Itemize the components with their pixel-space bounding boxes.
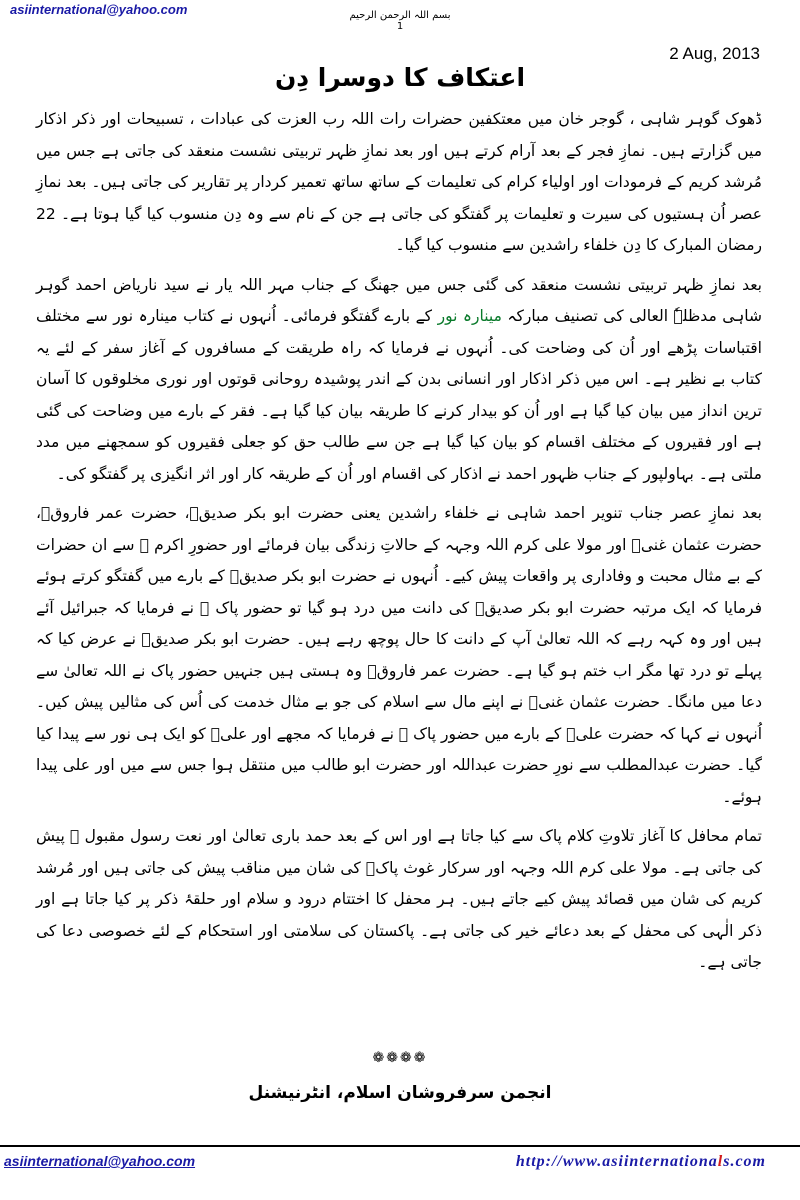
website-text-highlight: l [717, 1153, 724, 1170]
paragraph-4: تمام محافل کا آغاز تلاوتِ کلام پاک سے کیا جاتا ہے اور اس کے بعد حمد باری تعالیٰ اور نعت رسول مقبول ﷺ پیش کی جاتی ہے۔ مولا علی کرم اللہ وجہہ اور سرکار غوث پاکؓ کی شان میں مناقب پیش کی جاتی ہیں اور مُرشد کریم کی شان میں قصائد پیش کیے جاتے ہیں۔ ہر محفل کا اختتام درود و سلام اور حلقۂ ذکر پر کیا جاتا ہے اور ذکر الٰہی کی محفل کے بعد دعائے خیر کی جاتی ہے۔ پاکستان کی سلامتی اور استحکام کے لئے خصوصی دعا کی جاتی ہے۔ [36, 827, 762, 971]
organization-name: انجمن سرفروشان اسلام، انٹرنیشنل [248, 1083, 552, 1103]
bismillah-heading [300, 10, 500, 32]
header-email-link[interactable]: asiinternational@yahoo.com [10, 2, 188, 17]
website-text-part2: s.com [723, 1153, 766, 1170]
article-title: اعتکاف کا دوسرا دِن [274, 62, 526, 92]
paragraph-2-text-after: کے بارے گفتگو فرمائی۔ اُنہوں نے کتاب مینارہ نور سے مختلف اقتباسات پڑھے اور اُن کی وضاحت کی۔ اُنہوں نے فرمایا کہ راہ طریقت کے مسافروں کے آغاز سفر کے لئے یہ کتاب بے نظیر ہے۔ اس میں ذکر اذکار اور انسانی بدن کے اندر پوشیدہ روحانی قوتوں اور نوری مخلوقوں کا آسان ترین انداز میں بیان کیا گیا ہے اور اُن کو بیدار کرنے کا طریقہ بیان کیا گیا ہے۔ فقر کے بارے میں وضاحت کی گئی ہے اور فقیروں کے مختلف اقسام کو بیان کیا گیا ہے جن سے طالب حق کو جعلی فقیروں کو سمجھنے میں مدد ملتی ہے۔ بہاولپور کے جناب ظہور احمد نے اذکار کی اقسام اور اُن کے طریقہ کار اور اثر انگیزی پر گفتگو کی۔ [36, 307, 762, 483]
paragraph-2 [36, 270, 762, 491]
paragraph-2-text-before: بعد نمازِ ظہر تربیتی نشست منعقد کی گئی جس میں جھنگ کے جناب مہر اللہ یار نے سید ناریاض احمد گوہر شاہی مدظلہٗ العالی کی تصنیف مبارکہ [36, 275, 762, 325]
website-text-part1: http://www.asiinternationa [515, 1153, 718, 1170]
article-date: 2 Aug, 2013 [669, 44, 760, 63]
paragraph-1: ڈھوک گوہر شاہی ، گوجر خان میں معتکفین حضرات رات اللہ رب العزت کی عبادات ، تسبیحات اور ذکر اذکار میں گزارتے ہیں۔ نمازِ فجر کے بعد آرام کرتے ہیں اور بعد نمازِ ظہر تربیتی نشست منعقد کی جاتی ہے جس میں مُرشد کریم کے فرمودات اور اولیاء کرام کی تعلیمات کے ساتھ ساتھ تعمیر کردار پر تقاریر کی جاتی ہیں۔ بعد نمازِ عصر اُن ہستیوں کی سیرت و تعلیمات پر گفتگو کی جاتی ہے جن کے نام سے وہ دِن منسوب کیا گیا ہوتا ہے۔ 22 رمضان المبارک کا دِن خلفاء راشدین سے منسوب کیا گیا۔ [36, 110, 762, 254]
paragraph-3: بعد نمازِ عصر جناب تنویر احمد شاہی نے خلفاء راشدین یعنی حضرت ابو بکر صدیقؓ، حضرت عمر فاروقؓ، حضرت عثمان غنیؓ اور مولا علی کرم اللہ وجہہ کے حالاتِ زندگی بیان فرمائے اور حضورِ اکرم ﷺ سے ان حضرات کے بے مثال محبت و وفاداری پر واقعات پیش کیے۔ اُنہوں نے حضرت ابو بکر صدیقؓ کے بارے میں گفتگو کرتے ہوئے فرمایا کہ ایک مرتبہ حضرت ابو بکر صدیقؓ کی دانت میں درد ہو گیا تو حضور پاک ﷺ نے فرمایا کہ جبرائیل آئے ہیں اور وہ کہہ رہے کہ اللہ تعالیٰ آپ کے دانت کا حال پوچھ رہے ہیں۔ حضرت ابو بکر صدیقؓ نے عرض کیا کہ پہلے تو درد تھا مگر اب ختم ہو گیا ہے۔ حضرت عمر فاروقؓ وہ ہستی ہیں جنہیں حضور پاک نے اللہ تعالیٰ سے دعا میں مانگا۔ حضرت عثمان غنیؓ نے اپنے مال سے اسلام کی جو بے مثال خدمت کی اُس کی مثالیں پیش کیں۔ اُنہوں نے کہا کہ حضرت علیؓ کے بارے میں حضور پاک ﷺ نے فرمایا کہ مجھے اور علیؓ کو ایک ہی نور سے پیدا کیا گیا۔ حضرت عبدالمطلب سے نورِ حضرت عبداللہ اور حضرت ابو طالب میں منتقل ہوا جس سے میں اور علی پیدا ہوئے۔ [36, 504, 762, 806]
footer-email-link[interactable]: asiinternational@yahoo.com [4, 1153, 196, 1169]
footer-divider [0, 1145, 800, 1147]
article-body [36, 104, 762, 979]
page-number: 1 [396, 21, 404, 32]
book-title-highlight: مینارہ نور [437, 307, 502, 325]
bismillah-text: بسم اللہ الرحمن الرحیم [349, 10, 451, 21]
website-link[interactable] [516, 1153, 766, 1171]
star-separator: ❁❁❁❁ [372, 1050, 428, 1066]
